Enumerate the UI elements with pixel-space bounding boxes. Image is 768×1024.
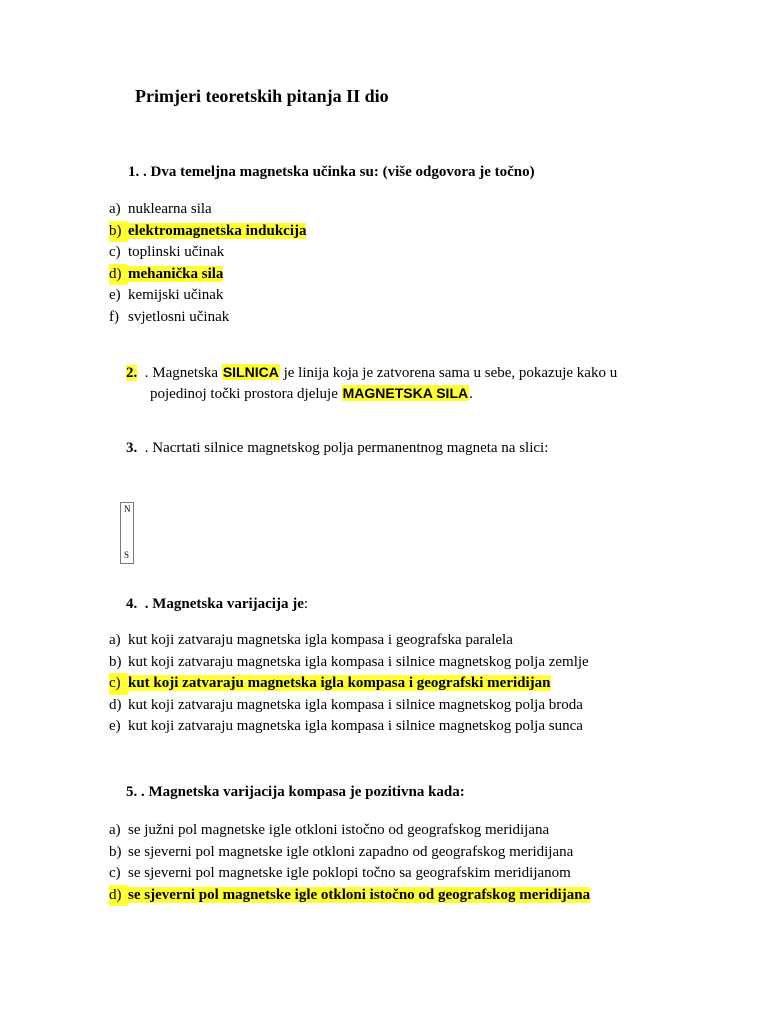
keyword-magnetska-sila: MAGNETSKA SILA xyxy=(342,385,469,401)
keyword-silnica: SILNICA xyxy=(222,364,279,380)
question-3 xyxy=(126,438,548,458)
q4-option-b: b) kut koji zatvaraju magnetska igla kompasa i silnice magnetskog polja zemlje xyxy=(109,653,589,670)
question-1-number: 1. xyxy=(128,164,140,180)
q1-option-e: e) kemijski učinak xyxy=(109,287,224,304)
question-2-number: 2. xyxy=(126,365,138,381)
q1-option-d: d) mehanička sila xyxy=(109,264,306,286)
question-5-text: . Magnetska varijacija kompasa je pozitivna kada: xyxy=(141,784,465,800)
q1-option-f: f) svjetlosni učinak xyxy=(109,308,230,325)
question-5 xyxy=(126,782,465,802)
q5-option-d: d) se sjeverni pol magnetske igle otkloni istočno od geografskog meridijana xyxy=(109,885,590,907)
q1-option-c: c) toplinski učinak xyxy=(109,244,225,261)
question-2: 2. . Magnetska SILNICA je linija koja je zatvorena sama u sebe, pokazuje kako u pojedinoj točki prostora djeluje MAGNETSKA SILA. xyxy=(126,364,618,402)
q4-option-e: e) kut koji zatvaraju magnetska igla kompasa i silnice magnetskog polja sunca xyxy=(109,718,583,735)
question-5-number: 5. xyxy=(126,784,138,800)
question-1-text: . Dva temeljna magnetska učinka su: (više odgovora je točno) xyxy=(143,164,535,180)
question-4: 4. . Magnetska varijacija je: xyxy=(126,596,309,612)
q1-option-b: b) elektromagnetska indukcija xyxy=(109,221,306,243)
question-1-options xyxy=(109,199,306,329)
question-4-text: . Magnetska varijacija je xyxy=(144,596,304,612)
q5-option-c: c) se sjeverni pol magnetske igle poklopi točno sa geografskim meridijanom xyxy=(109,865,571,882)
q1-option-a: a) nuklearna sila xyxy=(109,201,212,217)
question-5-options xyxy=(109,820,590,906)
question-1 xyxy=(128,162,535,182)
q4-option-c: c) kut koji zatvaraju magnetska igla kompasa i geografski meridijan xyxy=(109,673,589,695)
question-4-number: 4. xyxy=(126,596,138,612)
question-3-number: 3. xyxy=(126,440,138,456)
south-pole-label: S xyxy=(124,550,130,560)
q5-option-a: a) se južni pol magnetske igle otkloni istočno od geografskog meridijana xyxy=(109,822,550,838)
north-pole-label: N xyxy=(124,504,131,514)
q4-option-a: a) kut koji zatvaraju magnetska igla kompasa i geografska paralela xyxy=(109,632,513,648)
page-title: Primjeri teoretskih pitanja II dio xyxy=(135,86,389,106)
question-3-text: . Nacrtati silnice magnetskog polja permanentnog magneta na slici: xyxy=(144,440,549,456)
q5-option-b: b) se sjeverni pol magnetske igle otkloni zapadno od geografskog meridijana xyxy=(109,843,574,860)
q4-option-d: d) kut koji zatvaraju magnetska igla kompasa i silnice magnetskog polja broda xyxy=(109,696,583,713)
question-4-options xyxy=(109,630,589,738)
